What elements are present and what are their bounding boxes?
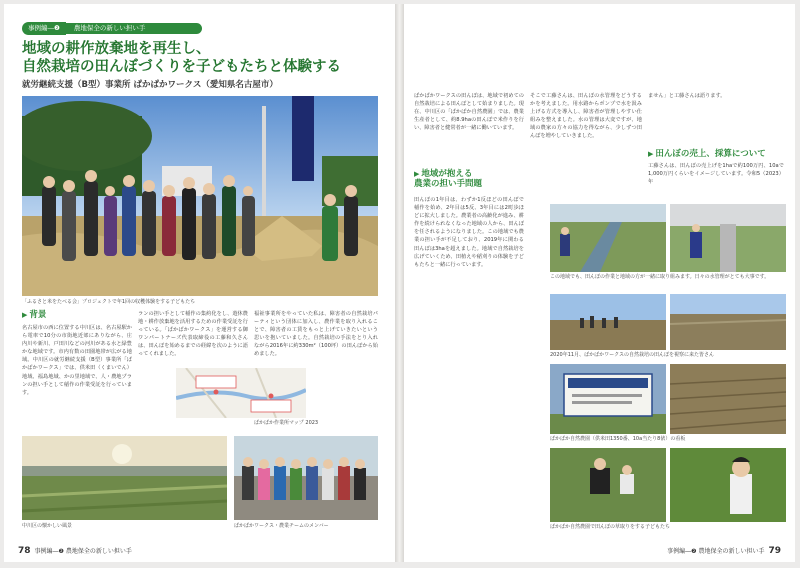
body-column-1: 名古屋市の西に位置する中川区は、名古屋駅から電車で10分の市街地近郊にありながら、庄内川や新川、戸田川などの河川がある水と緑豊かな地域です。市内有数の田園地帯が広がる地域。中川区の就労継続支援（B型）事業所「ぱかぱかワークス」では、供米田（くまいでん）地域、福島地域、かの里地域で、人・農地プランの担い手として稲作の作業受託を行っています。 xyxy=(22,325,132,396)
pump-photo-image xyxy=(670,204,786,272)
weeding-photo-image xyxy=(550,448,666,522)
section-sale-title: 田んぼの売上、採算について xyxy=(655,149,766,159)
right-column-e: 工藤さんは、田んぼの売上げを1haで約100万円、10aで1,000万円くらいをイメージしています。令和5（2023）年 xyxy=(648,163,784,186)
map-caption: ぱかぱか作業所マップ 2023 xyxy=(254,420,319,426)
area-map-image xyxy=(176,368,306,418)
category-label: 事例編―❷ xyxy=(22,22,66,35)
headline-line-1: 地域の耕作放棄地を再生し、 xyxy=(22,41,211,57)
right-column-b: 田んぼの1年目は、わずか1反ほどの田んぼで稲作を始め、2年目は5反、3年目には2町歩ほどに拡大しました。農業者の高齢化が進み、耕作を続けられなくなった地域の人から、田んぼを任されるようになりました。この地域でも農業の担い手が不足しており、2019年に関わる田んぼは3haを超えました。地域で自然栽培を広げていくため、田植えや稲刈りの体験を子どもたちと一緒に行っています。 xyxy=(414,197,524,268)
field-photo xyxy=(670,294,786,350)
right-column-c: そこで工藤さんは、田んぼの水管理をどうするかを考えました。用水路からポンプで水を汲み上げる方式を導入し、障害者が管理しやすい仕組みを整えました。水の管理は大変ですが、地域の農家の方々の協力を得ながら、少しずつ田んぼを増やしていきました。 xyxy=(530,93,642,140)
weeding-photo xyxy=(550,448,666,522)
hero-photo-image xyxy=(22,96,378,296)
right-footer-text: 事例編―❷ 農地保全の新しい担い手 xyxy=(667,548,765,555)
section-background-title: 背景 xyxy=(29,310,47,320)
farm-sign-photo-image xyxy=(550,364,666,434)
rows-field-photo-image xyxy=(670,364,786,434)
organization-subline: 就労継続支援（B型）事業所 ぱかぱかワークス（愛知県名古屋市） xyxy=(22,80,278,90)
right-page xyxy=(404,4,795,562)
landscape-caption: 中川区の懐かしい風景 xyxy=(22,523,73,529)
canal-photo xyxy=(550,204,666,272)
bottom-photos-caption: ぱかぱか自然農園で田んぼの草取りをする子どもたち xyxy=(550,524,671,530)
landscape-photo xyxy=(22,436,227,520)
section-background-heading xyxy=(22,310,46,320)
right-column-d: ません」と工藤さんは語ります。 xyxy=(648,93,726,99)
child-photo-image xyxy=(670,448,786,522)
field-visit-photo-image xyxy=(550,294,666,350)
headline-line-2: 自然栽培の田んぼづくりを子どもたちと体験する xyxy=(22,59,341,75)
left-footer-text: 事例編―❷ 農地保全の新しい担い手 xyxy=(34,548,132,555)
body-column-3: 福祉事業所をやっていた私は、障害者の自然栽培パーティという団体に加入し、農作業を取り入れることで、障害者の工賃をもっと上げていきたいという思いを抱いていました。自然栽培の手法をとり入れながら2016年に約330m²（100坪）の田んぼから始めました。 xyxy=(254,311,378,358)
section-local-heading xyxy=(414,169,482,189)
triangle-bullet-icon: ▶ xyxy=(22,311,28,319)
field-photo-image xyxy=(670,294,786,350)
area-map xyxy=(176,368,306,418)
sign-photos-caption: ぱかぱか自然農園（供米田1350番、10a当たり8俵）の看板 xyxy=(550,436,686,442)
right-page-number: 79 xyxy=(768,546,781,556)
left-page xyxy=(4,4,395,562)
triangle-bullet-icon: ▶ xyxy=(414,170,420,178)
landscape-photo-image xyxy=(22,436,227,520)
top-photos-caption: この地域でも、田んぼの作業と地域の方が一緒に取り組みます。日々の水管理がとても大事です。 xyxy=(550,274,770,280)
team-photo-image xyxy=(234,436,378,520)
left-page-number: 78 xyxy=(18,546,31,556)
farm-sign-photo xyxy=(550,364,666,434)
hero-photo xyxy=(22,96,378,296)
field-visit-photo xyxy=(550,294,666,350)
right-column-a: ぱかぱかワークスの田んぼは、地域で初めての自然栽培による田んぼとして始まりました。現在、中川区の「ぱかぱか自然農園」では、農業生産者として、約8.9haの田んぼで米作りを行い、障害者と健常者が一緒に働いています。 xyxy=(414,93,524,132)
right-footer xyxy=(667,546,781,556)
team-caption: ぱかぱかワークス・農業チームのメンバー xyxy=(234,523,329,529)
canal-photo-image xyxy=(550,204,666,272)
hero-caption: 「ふるさと米をたべる会」プロジェクトで年1回の収穫体験をする子どもたち xyxy=(22,299,196,305)
category-tag xyxy=(22,22,202,35)
section-sale-heading xyxy=(648,149,766,159)
category-title: 農地保全の新しい担い手 xyxy=(66,23,202,34)
spread-gutter xyxy=(395,4,404,562)
left-footer xyxy=(18,546,132,556)
team-photo xyxy=(234,436,378,520)
middle-photos-caption: 2020年11月、ぱかぱかワークスの自然栽培の田んぼを視察に来た皆さん xyxy=(550,352,715,358)
pump-photo xyxy=(670,204,786,272)
section-local-title: 地域が抱える 農業の担い手問題 xyxy=(414,169,483,189)
body-column-2: ランの担い手として稲作の集約化をし、遊休農地・耕作放棄地を活用するための作業受託を行っている。「ぱかぱかワークス」を運営する御ワンパートナーズ代表取締役の工藤和久さんは、田んぼを始めるまでの経緯を次のように語ってくれました。 xyxy=(138,311,248,358)
child-photo xyxy=(670,448,786,522)
triangle-bullet-icon: ▶ xyxy=(648,150,654,158)
article-headline xyxy=(22,40,382,76)
rows-field-photo xyxy=(670,364,786,434)
